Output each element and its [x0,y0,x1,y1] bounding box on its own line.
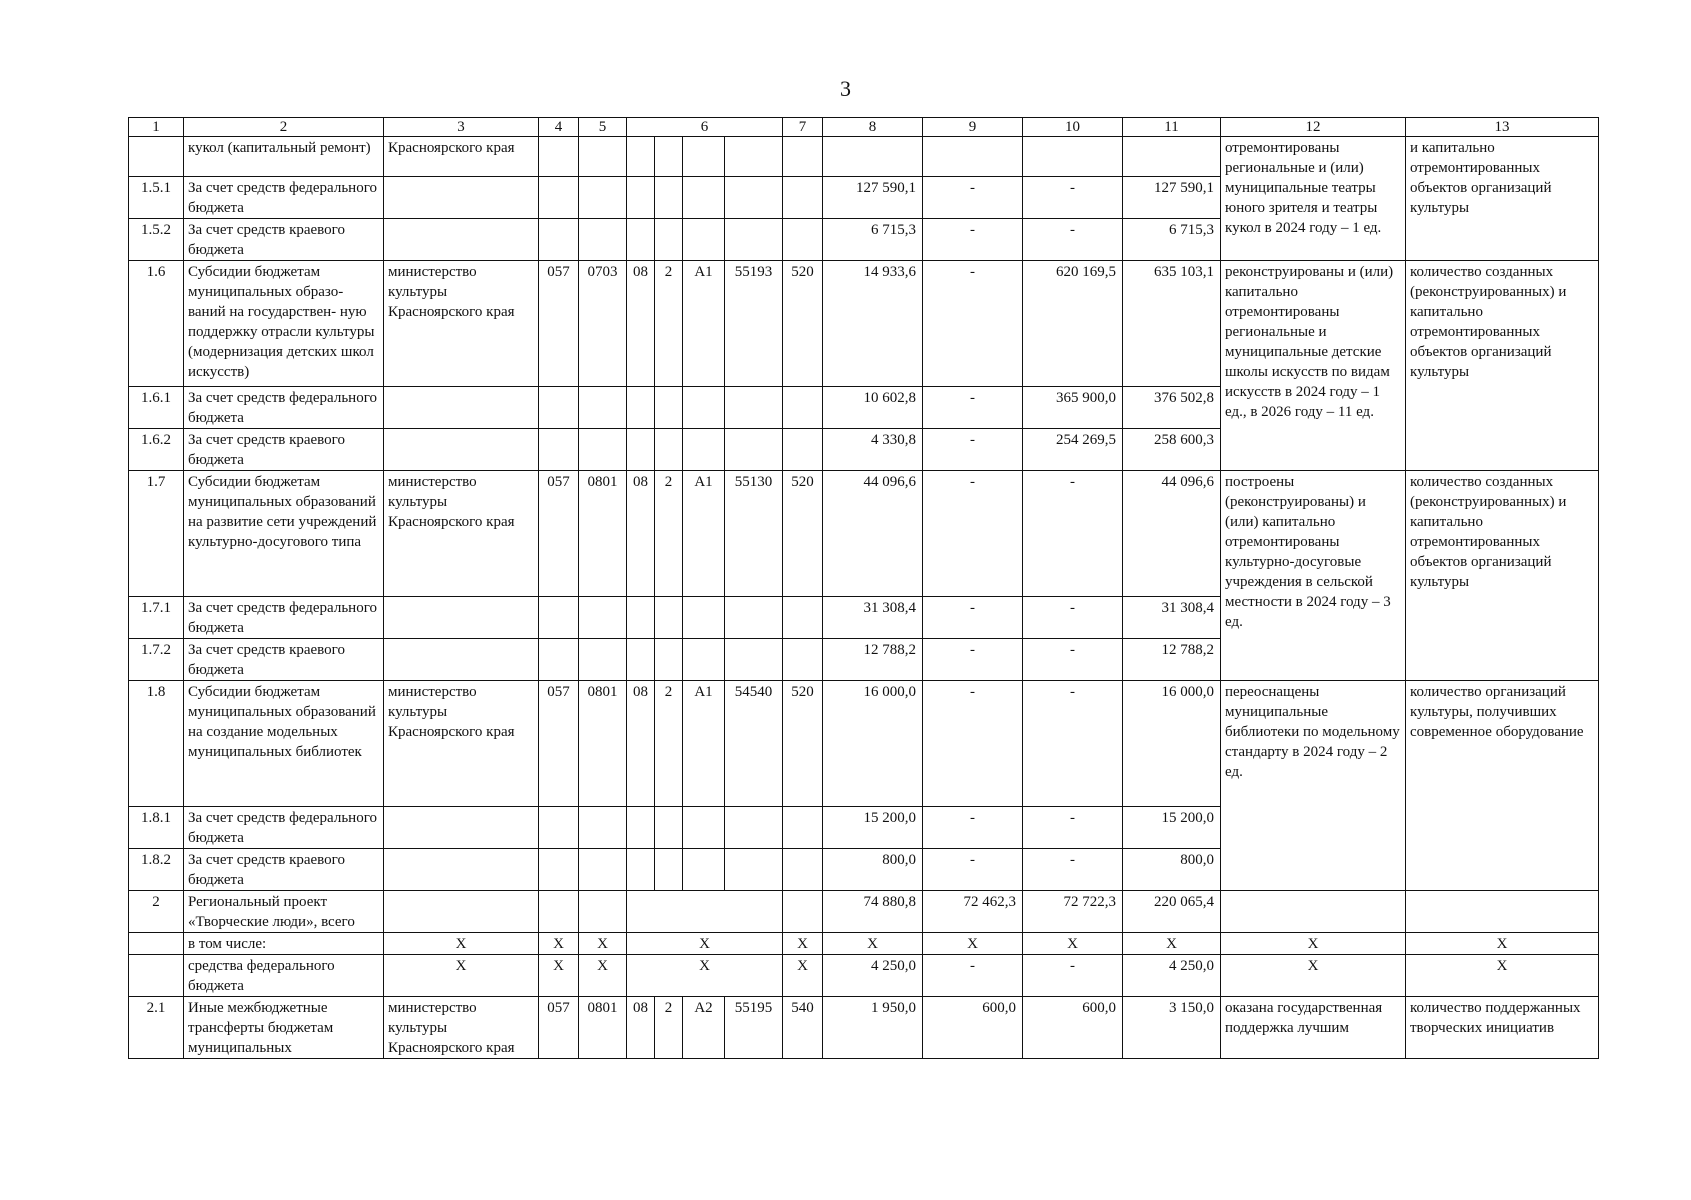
code-rz [579,849,627,891]
row-executor [384,177,539,219]
row-name: Иные межбюджетные трансферты бюджетам муниципальных [184,997,384,1059]
value-2024: 74 880,8 [823,891,923,933]
table-row [129,261,1599,387]
value-2024: 6 715,3 [823,219,923,261]
value-2025: - [923,807,1023,849]
row-executor [384,891,539,933]
value-2024: 10 602,8 [823,387,923,429]
code-gr [539,219,579,261]
code-gr [539,177,579,219]
code-gr [539,137,579,177]
code-rz [579,177,627,219]
code-gr [539,891,579,933]
indicator-cell: количество созданных (реконструированных) и капитально отремонтированных объектов организаций культуры [1406,471,1599,681]
table-row [129,997,1599,1059]
value-2026: 254 269,5 [1023,429,1123,471]
value-2025: - [923,849,1023,891]
result-cell: оказана государственная поддержка лучшим [1221,997,1406,1059]
page-number: 3 [840,76,851,101]
code-gr: X [539,955,579,997]
row-number: 1.8 [129,681,184,807]
value-2024: 1 950,0 [823,997,923,1059]
value-2024: 16 000,0 [823,681,923,807]
value-total: 4 250,0 [1123,955,1221,997]
code-csr-3 [683,177,725,219]
indicator-cell: количество организаций культуры, получивших современное оборудование [1406,681,1599,891]
code-csr-4: 55193 [725,261,783,387]
code-vr [783,219,823,261]
code-vr [783,387,823,429]
code-vr [783,429,823,471]
code-vr [783,807,823,849]
row-name: За счет средств краевого бюджета [184,849,384,891]
table-row [129,471,1599,597]
row-number: 1.6.1 [129,387,184,429]
value-total: 635 103,1 [1123,261,1221,387]
value-2024: 31 308,4 [823,597,923,639]
table-row [129,891,1599,933]
code-csr-1: 08 [627,681,655,807]
row-name: средства федерального бюджета [184,955,384,997]
table-row [129,681,1599,807]
value-2024: 4 250,0 [823,955,923,997]
row-name: За счет средств федерального бюджета [184,597,384,639]
row-number: 1.6.2 [129,429,184,471]
result-cell: X [1221,933,1406,955]
value-2025: X [923,933,1023,955]
header-cell: 1 [129,118,184,137]
row-number: 1.8.1 [129,807,184,849]
code-csr-4: 55130 [725,471,783,597]
code-vr: 520 [783,261,823,387]
code-csr-4 [725,219,783,261]
header-cell: 13 [1406,118,1599,137]
code-csr-1 [627,639,655,681]
value-total: 31 308,4 [1123,597,1221,639]
row-executor: министерство культуры Красноярского края [384,681,539,807]
code-rz [579,807,627,849]
code-csr-1 [627,429,655,471]
value-2025: - [923,387,1023,429]
row-executor [384,807,539,849]
value-total: 376 502,8 [1123,387,1221,429]
code-gr [539,429,579,471]
value-2024: 44 096,6 [823,471,923,597]
header-cell: 2 [184,118,384,137]
code-gr: 057 [539,261,579,387]
code-vr: X [783,933,823,955]
row-executor [384,429,539,471]
value-total [1123,137,1221,177]
result-cell [1221,891,1406,933]
code-csr-4 [725,387,783,429]
value-2025: 600,0 [923,997,1023,1059]
code-rz [579,219,627,261]
code-csr-2: 2 [655,261,683,387]
code-csr-2 [655,177,683,219]
code-rz [579,387,627,429]
code-vr [783,849,823,891]
value-total: 127 590,1 [1123,177,1221,219]
row-executor: министерство культуры Красноярского края [384,261,539,387]
row-number: 1.6 [129,261,184,387]
code-csr-3 [683,807,725,849]
result-cell: X [1221,955,1406,997]
code-csr-2: 2 [655,471,683,597]
row-executor [384,639,539,681]
value-2024: 4 330,8 [823,429,923,471]
value-2026: - [1023,849,1123,891]
value-total: 16 000,0 [1123,681,1221,807]
header-cell: 4 [539,118,579,137]
result-cell: переоснащены муниципальные библиотеки по модельному стандарту в 2024 году – 2 ед. [1221,681,1406,891]
code-csr-4: 55195 [725,997,783,1059]
code-csr-3: А2 [683,997,725,1059]
value-2025: - [923,639,1023,681]
row-executor [384,219,539,261]
table-row [129,137,1599,177]
value-2024 [823,137,923,177]
value-2026: - [1023,681,1123,807]
code-rz [579,891,627,933]
row-number: 2.1 [129,997,184,1059]
value-2026: 600,0 [1023,997,1123,1059]
value-total: X [1123,933,1221,955]
code-csr-2 [655,849,683,891]
row-executor: Красноярского края [384,137,539,177]
value-2024: 800,0 [823,849,923,891]
value-2026: 365 900,0 [1023,387,1123,429]
code-csr-3: А1 [683,471,725,597]
value-total: 44 096,6 [1123,471,1221,597]
code-rz [579,597,627,639]
row-executor [384,849,539,891]
code-vr: 520 [783,681,823,807]
code-csr-3 [683,639,725,681]
code-vr: X [783,955,823,997]
row-name: Субсидии бюджетам муниципальных образований на развитие сети учреждений культурно-досугового типа [184,471,384,597]
code-csr-4 [725,807,783,849]
code-rz: 0801 [579,471,627,597]
code-csr-3: А1 [683,681,725,807]
value-2025: - [923,471,1023,597]
code-csr-2: 2 [655,997,683,1059]
row-name: кукол (капитальный ремонт) [184,137,384,177]
code-csr-4: 54540 [725,681,783,807]
result-cell: построены (реконструированы) и (или) капитально отремонтированы культурно-досуговые учреждения в сельской местности в 2024 году – 3 ед. [1221,471,1406,681]
indicator-cell: X [1406,955,1599,997]
code-csr-1: 08 [627,471,655,597]
code-csr-3 [683,219,725,261]
code-csr-4 [725,597,783,639]
value-total: 6 715,3 [1123,219,1221,261]
value-total: 12 788,2 [1123,639,1221,681]
code-csr-1 [627,177,655,219]
row-name: За счет средств краевого бюджета [184,429,384,471]
code-csr-3 [683,849,725,891]
header-cell: 10 [1023,118,1123,137]
value-2026: - [1023,807,1123,849]
code-rz [579,639,627,681]
code-csr-2 [655,219,683,261]
header-cell: 8 [823,118,923,137]
value-2026: - [1023,955,1123,997]
value-2025: - [923,261,1023,387]
code-csr-3: А1 [683,261,725,387]
indicator-cell: количество поддержанных творческих инициатив [1406,997,1599,1059]
code-csr: X [627,933,783,955]
code-rz [579,137,627,177]
code-rz: 0801 [579,997,627,1059]
value-2026: X [1023,933,1123,955]
code-csr-4 [725,429,783,471]
header-cell: 9 [923,118,1023,137]
value-2025: - [923,955,1023,997]
code-vr [783,639,823,681]
row-number [129,955,184,997]
row-executor: X [384,955,539,997]
row-number [129,933,184,955]
row-name: За счет средств федерального бюджета [184,807,384,849]
row-number: 1.7 [129,471,184,597]
code-csr-1 [627,137,655,177]
budget-table [128,117,1599,1059]
code-rz: X [579,933,627,955]
result-cell: отремонтированы региональные и (или) муниципальные театры юного зрителя и театры кукол в 2024 году – 1 ед. [1221,137,1406,261]
row-number: 1.5.2 [129,219,184,261]
value-2026: 72 722,3 [1023,891,1123,933]
row-name: За счет средств федерального бюджета [184,387,384,429]
value-2025 [923,137,1023,177]
code-gr: X [539,933,579,955]
code-csr-2 [655,137,683,177]
value-2024: 15 200,0 [823,807,923,849]
indicator-cell [1406,891,1599,933]
table-row [129,955,1599,997]
code-gr: 057 [539,681,579,807]
header-cell: 12 [1221,118,1406,137]
value-2025: - [923,177,1023,219]
code-csr-2 [655,597,683,639]
code-csr-1 [627,387,655,429]
code-gr [539,849,579,891]
code-csr-4 [725,639,783,681]
code-csr-3 [683,387,725,429]
code-rz: X [579,955,627,997]
value-2024: X [823,933,923,955]
row-number: 1.7.1 [129,597,184,639]
row-name: За счет средств федерального бюджета [184,177,384,219]
row-name: Региональный проект «Творческие люди», всего [184,891,384,933]
value-2025: - [923,681,1023,807]
code-vr [783,177,823,219]
code-csr-4 [725,177,783,219]
row-executor [384,387,539,429]
row-number [129,137,184,177]
code-rz: 0801 [579,681,627,807]
code-csr-4 [725,137,783,177]
code-vr [783,891,823,933]
row-number: 2 [129,891,184,933]
value-total: 258 600,3 [1123,429,1221,471]
code-vr [783,597,823,639]
code-vr: 520 [783,471,823,597]
row-number: 1.5.1 [129,177,184,219]
value-2026: - [1023,639,1123,681]
value-2024: 12 788,2 [823,639,923,681]
row-name: За счет средств краевого бюджета [184,219,384,261]
row-name: в том числе: [184,933,384,955]
code-gr [539,639,579,681]
value-total: 220 065,4 [1123,891,1221,933]
code-gr [539,807,579,849]
code-csr-1: 08 [627,261,655,387]
code-rz [579,429,627,471]
row-executor: министерство культуры Красноярского края [384,997,539,1059]
value-2026: 620 169,5 [1023,261,1123,387]
table-row [129,933,1599,955]
code-gr [539,387,579,429]
code-csr-3 [683,429,725,471]
code-csr-2: 2 [655,681,683,807]
code-csr-2 [655,387,683,429]
value-2026: - [1023,177,1123,219]
row-name: Субсидии бюджетам муниципальных образо- ваний на государствен- ную поддержку отрасли культуры (модернизация детских школ искусств) [184,261,384,387]
value-2024: 127 590,1 [823,177,923,219]
row-executor: X [384,933,539,955]
code-csr-1 [627,219,655,261]
value-2025: 72 462,3 [923,891,1023,933]
row-name: Субсидии бюджетам муниципальных образований на создание модельных муниципальных библиотек [184,681,384,807]
indicator-cell: количество созданных (реконструированных) и капитально отремонтированных объектов организаций культуры [1406,261,1599,471]
result-cell: реконструированы и (или) капитально отремонтированы региональные и муниципальные детские школы искусств по видам искусств в 2024 году – 1 ед., в 2026 году – 11 ед. [1221,261,1406,471]
header-row [129,118,1599,137]
value-total: 3 150,0 [1123,997,1221,1059]
value-2026: - [1023,471,1123,597]
indicator-cell: X [1406,933,1599,955]
code-csr: X [627,955,783,997]
code-vr [783,137,823,177]
indicator-cell: и капитально отремонтированных объектов организаций культуры [1406,137,1599,261]
code-csr [627,891,783,933]
header-cell: 6 [627,118,783,137]
header-cell: 7 [783,118,823,137]
value-2026: - [1023,219,1123,261]
row-executor [384,597,539,639]
code-vr: 540 [783,997,823,1059]
code-gr: 057 [539,471,579,597]
code-gr [539,597,579,639]
code-csr-2 [655,639,683,681]
value-2026: - [1023,597,1123,639]
row-number: 1.8.2 [129,849,184,891]
value-2024: 14 933,6 [823,261,923,387]
header-cell: 11 [1123,118,1221,137]
code-csr-1: 08 [627,997,655,1059]
header-cell: 3 [384,118,539,137]
header-cell: 5 [579,118,627,137]
value-total: 800,0 [1123,849,1221,891]
code-csr-2 [655,429,683,471]
value-2025: - [923,597,1023,639]
code-gr: 057 [539,997,579,1059]
code-csr-1 [627,807,655,849]
row-name: За счет средств краевого бюджета [184,639,384,681]
value-2025: - [923,429,1023,471]
code-csr-3 [683,137,725,177]
row-number: 1.7.2 [129,639,184,681]
code-csr-3 [683,597,725,639]
code-csr-1 [627,597,655,639]
value-2026 [1023,137,1123,177]
value-2025: - [923,219,1023,261]
code-rz: 0703 [579,261,627,387]
code-csr-2 [655,807,683,849]
code-csr-4 [725,849,783,891]
code-csr-1 [627,849,655,891]
value-total: 15 200,0 [1123,807,1221,849]
row-executor: министерство культуры Красноярского края [384,471,539,597]
